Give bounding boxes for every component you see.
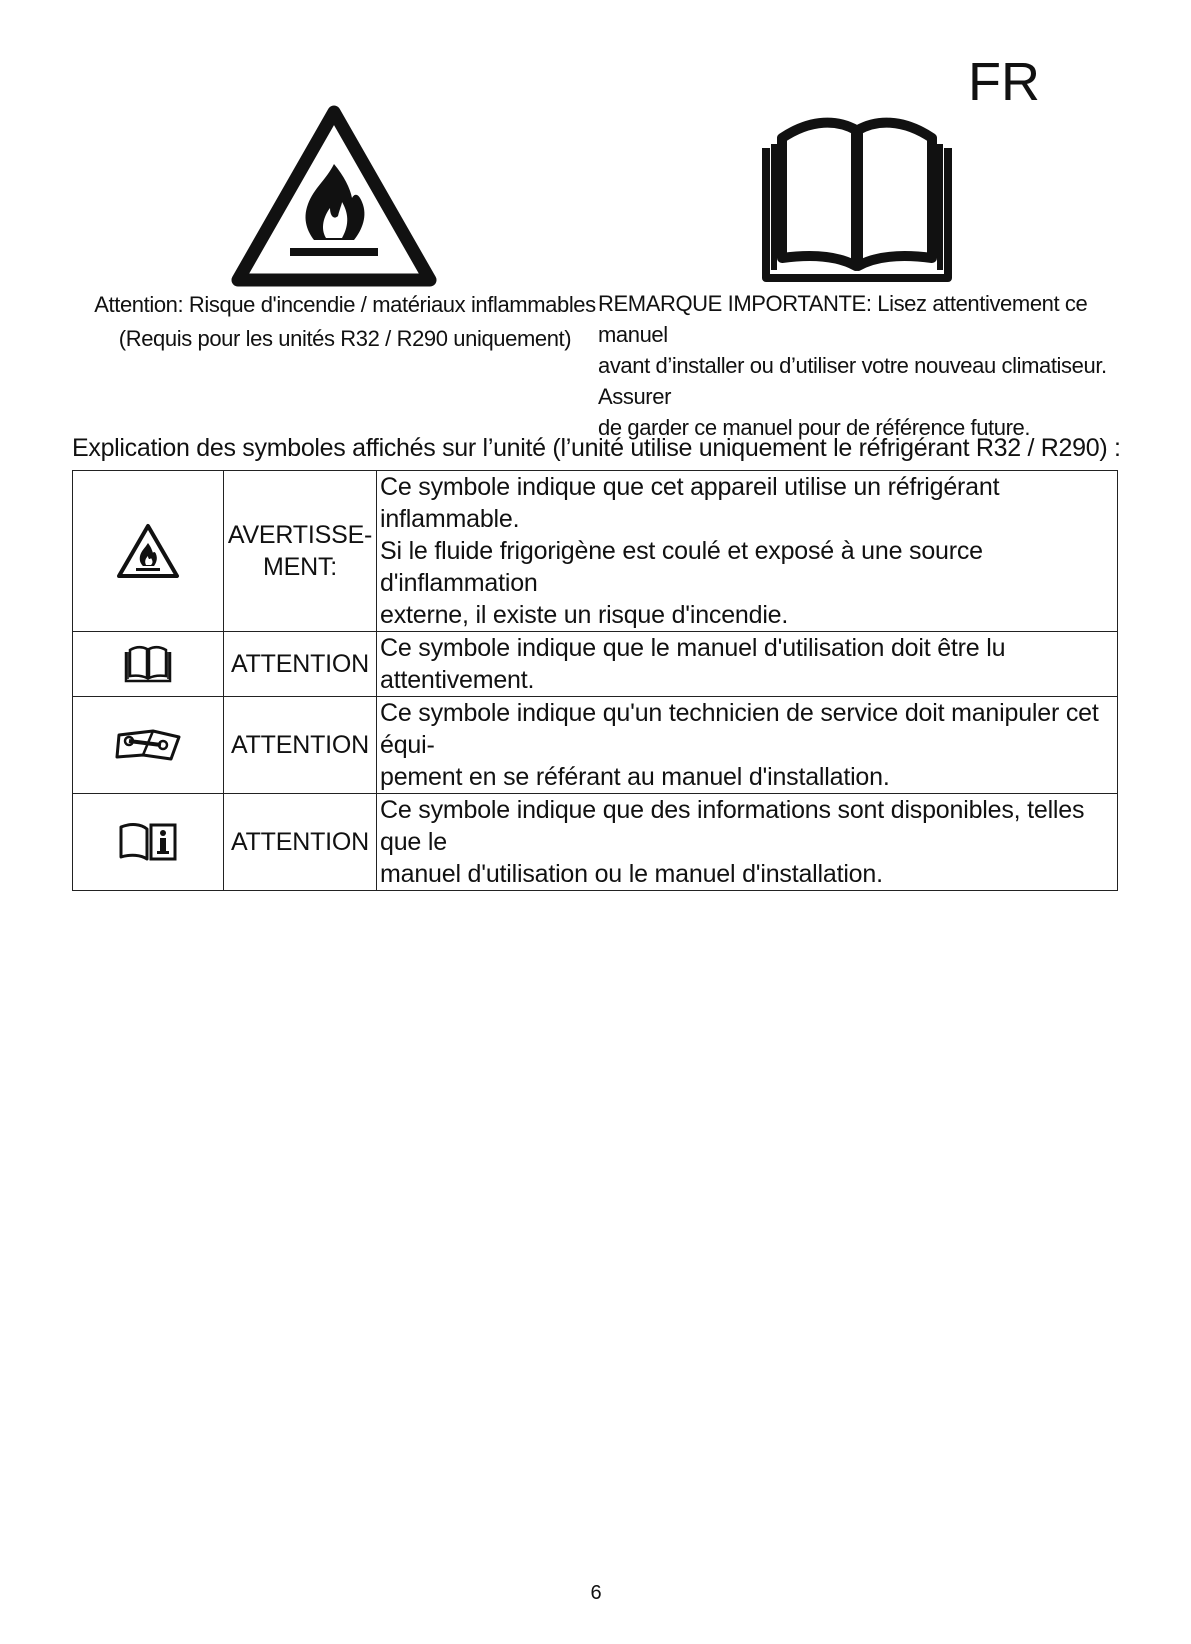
manual-caption-line: avant d’installer ou d’utiliser votre nouveau climatiseur. Assurer: [598, 353, 1107, 409]
symbols-intro: Explication des symboles affichés sur l’unité (l’unité utilise uniquement le réfrigérant R32 / R290) :: [72, 434, 1121, 462]
table-row: [73, 632, 1118, 697]
read-manual-icon: [752, 108, 962, 286]
flammable-caption: [90, 288, 600, 356]
description-line: Ce symbole indique que le manuel d'utilisation doit être lu attentivement.: [380, 634, 1006, 694]
manual-caption: [598, 288, 1118, 443]
description-cell: [377, 697, 1118, 794]
flammable-caption-line: (Requis pour les unités R32 / R290 uniquement): [118, 326, 572, 351]
description-line: Si le fluide frigorigène est coulé et exposé à une source d'inflammation: [380, 537, 983, 597]
description-line: pement en se référant au manuel d'installation.: [380, 763, 890, 791]
description-cell: [377, 471, 1118, 632]
label-cell: ATTENTION: [224, 632, 377, 697]
symbol-cell: [73, 697, 224, 794]
description-line: Ce symbole indique qu'un technicien de service doit manipuler cet équi-: [380, 699, 1099, 759]
symbols-table: [72, 470, 1118, 891]
description-line: externe, il existe un risque d'incendie.: [380, 601, 789, 629]
description-cell: [377, 632, 1118, 697]
table-row: [73, 794, 1118, 891]
info-manual-icon: [117, 821, 179, 863]
flammable-caption-line: Attention: Risque d'incendie / matériaux inflammables: [94, 292, 596, 317]
label-cell: ATTENTION: [224, 697, 377, 794]
flammable-warning-icon: [116, 523, 180, 579]
label-cell: [224, 471, 377, 632]
symbol-cell: [73, 794, 224, 891]
label-cell: ATTENTION: [224, 794, 377, 891]
page-number: 6: [590, 1582, 602, 1604]
label-line: AVERTISSE-: [227, 521, 373, 549]
operator-manual-icon: [122, 644, 174, 684]
service-manual-icon: [113, 727, 183, 763]
table-row: [73, 697, 1118, 794]
symbol-cell: [73, 632, 224, 697]
description-line: Ce symbole indique que des informations sont disponibles, telles que le: [380, 796, 1085, 856]
symbol-cell: [73, 471, 224, 632]
description-line: Ce symbole indique que cet appareil utilise un réfrigérant inflammable.: [380, 473, 1000, 533]
description-line: manuel d'utilisation ou le manuel d'installation.: [380, 860, 883, 888]
table-row: [73, 471, 1118, 632]
flammable-warning-icon: [230, 104, 438, 288]
manual-caption-line: REMARQUE IMPORTANTE: Lisez attentivement ce manuel: [598, 291, 1088, 347]
manual-caption-line: de garder ce manuel pour de référence future.: [598, 415, 1031, 440]
label-line: MENT:: [262, 553, 337, 581]
language-code: FR: [968, 52, 1040, 112]
description-cell: [377, 794, 1118, 891]
